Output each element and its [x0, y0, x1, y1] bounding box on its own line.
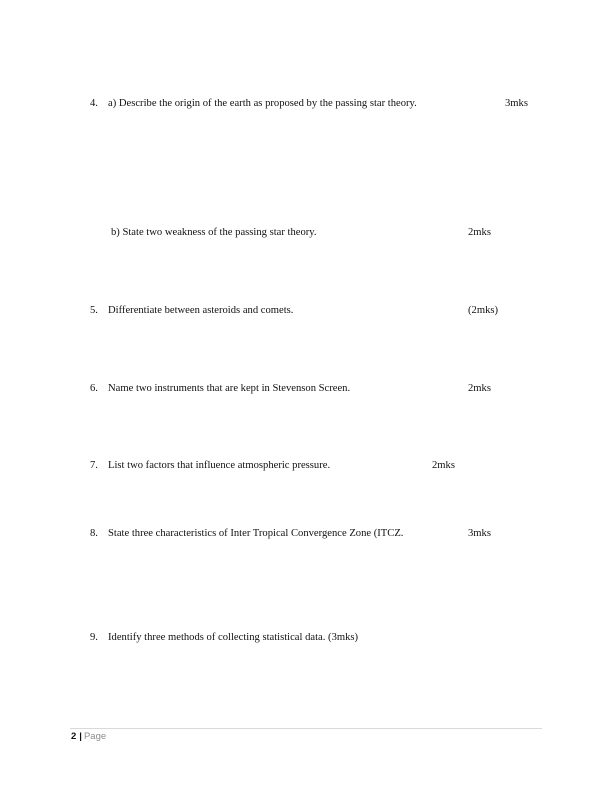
question-number: 9. — [90, 632, 98, 643]
question-marks: 3mks — [468, 528, 491, 539]
question-number: 4. — [90, 98, 98, 109]
question-text: List two factors that influence atmospheric pressure. — [108, 460, 331, 471]
question-marks: 2mks — [432, 460, 455, 471]
page-label: Page — [83, 731, 107, 742]
question-text: b) State two weakness of the passing star theory. — [111, 227, 317, 238]
question-text: Differentiate between asteroids and comets. — [108, 305, 294, 316]
question-number: 5. — [90, 305, 98, 316]
question-marks: 3mks — [505, 98, 528, 109]
page-separator: | — [79, 731, 82, 742]
question-marks: 2mks — [468, 383, 491, 394]
question-marks: 2mks — [468, 227, 491, 238]
question-number: 8. — [90, 528, 98, 539]
question-number: 7. — [90, 460, 98, 471]
question-number: 6. — [90, 383, 98, 394]
question-text: State three characteristics of Inter Tropical Convergence Zone (ITCZ. — [108, 528, 404, 539]
page-number: 2 — [71, 731, 77, 742]
footer-divider — [70, 728, 542, 729]
question-marks: (2mks) — [468, 305, 499, 316]
question-text: a) Describe the origin of the earth as proposed by the passing star theory. — [108, 98, 417, 109]
page-footer — [71, 731, 106, 743]
question-text: Name two instruments that are kept in Stevenson Screen. — [108, 383, 351, 394]
question-text: Identify three methods of collecting statistical data. (3mks) — [108, 632, 359, 643]
